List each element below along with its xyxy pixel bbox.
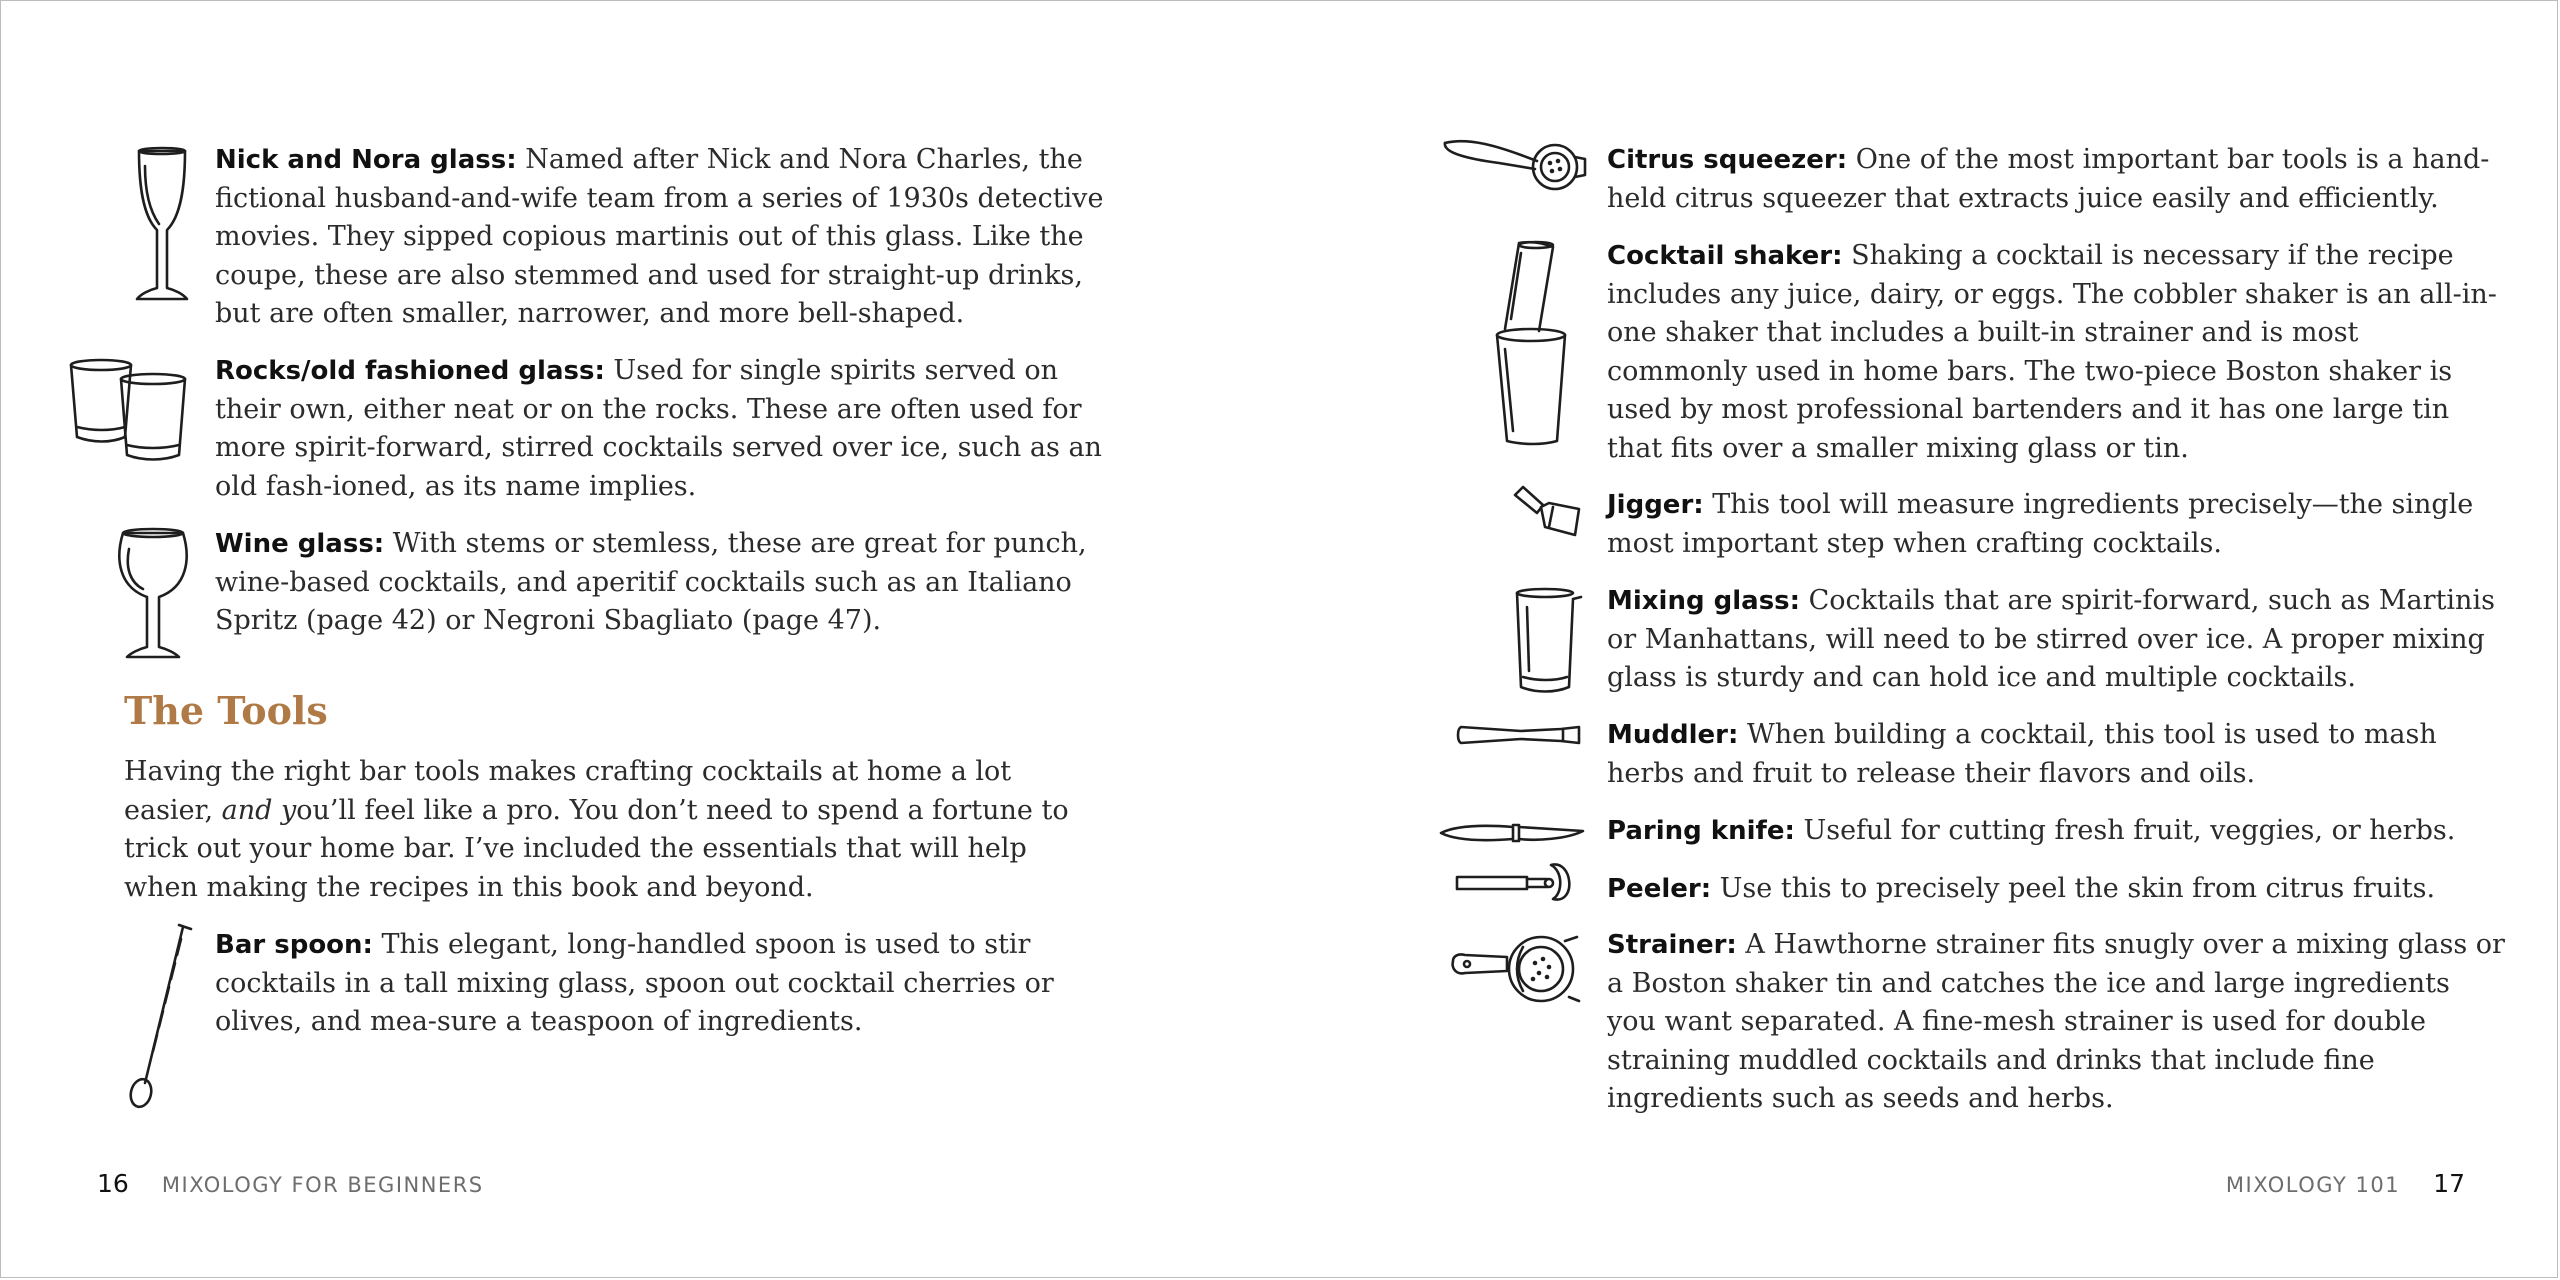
rocks-glass-icon — [67, 357, 195, 465]
left-folio — [97, 1169, 484, 1198]
tool-entry-mixing-glass — [1607, 582, 2507, 698]
strainer-icon — [1447, 931, 1583, 1007]
paring-knife-icon — [1437, 819, 1587, 847]
tool-term: Peeler: — [1607, 874, 1712, 904]
running-title: MIXOLOGY FOR BEGINNERS — [161, 1173, 484, 1197]
mixing-glass-icon — [1511, 587, 1583, 699]
tool-term: Mixing glass: — [1607, 586, 1801, 616]
tool-term: Citrus squeezer: — [1607, 145, 1848, 175]
tool-term: Paring knife: — [1607, 816, 1795, 846]
tool-entry-cocktail-shaker — [1607, 237, 2507, 468]
tool-entry-paring-knife — [1607, 812, 2507, 851]
tool-entry-peeler — [1607, 870, 2507, 909]
tool-entry-bar-spoon — [215, 926, 1095, 1042]
tool-entry-muddler — [1607, 716, 2507, 793]
tools-intro-paragraph — [124, 753, 1099, 907]
tool-term: Jigger: — [1607, 490, 1704, 520]
intro-text-end: ou’ll feel like a pro. You don’t need to spend a fortune to trick out your home bar. I’ve included the essentials that will help when making the recipes in this book and beyond. — [124, 794, 1069, 903]
page-number: 17 — [2433, 1169, 2465, 1198]
right-folio — [2226, 1169, 2465, 1198]
nick-and-nora-glass-icon — [131, 146, 193, 306]
tool-term: Muddler: — [1607, 720, 1739, 750]
tool-term: Strainer: — [1607, 930, 1737, 960]
tool-description: A Hawthorne strainer fits snugly over a mixing glass or a Boston shaker tin and catches the ice and large ingredients you want separated. A fine-mesh strainer is used for double straining muddled cocktails and drinks that include fine ingredients such as seeds and herbs. — [1607, 929, 2505, 1114]
glass-entry-rocks — [215, 352, 1105, 506]
peeler-icon — [1451, 857, 1577, 907]
page-number: 16 — [97, 1169, 129, 1198]
tool-description: This elegant, long-handled spoon is used to stir cocktails in a tall mixing glass, spoon out cocktail cherries or olives, and mea-sure a teaspoon of ingredients. — [215, 929, 1054, 1037]
tool-description: One of the most important bar tools is a hand-held citrus squeezer that extracts juice easily and efficiently. — [1607, 144, 2490, 214]
bar-spoon-icon — [123, 919, 203, 1109]
jigger-icon — [1509, 483, 1585, 539]
wine-glass-icon — [113, 525, 193, 661]
tool-entry-jigger — [1607, 486, 2507, 563]
intro-emphasis: and y — [221, 794, 297, 826]
glass-term: Nick and Nora glass: — [215, 145, 517, 175]
tool-description: Shaking a cocktail is necessary if the recipe includes any juice, dairy, or eggs. The cobbler shaker is an all-in-one shaker that includes a built-in strainer and is most commonly used in home bars. The two-piece Boston shaker is used by most professional bartenders and it has one large tin that fits over a smaller mixing glass or tin. — [1607, 240, 2497, 464]
running-title: MIXOLOGY 101 — [2225, 1173, 2401, 1197]
tool-term: Bar spoon: — [215, 930, 373, 960]
tool-description: Cocktails that are spirit-forward, such as Martinis or Manhattans, will need to be stirred over ice. A proper mixing glass is sturdy and can hold ice and multiple cocktails. — [1607, 585, 2495, 693]
glass-description: Used for single spirits served on their own, either neat or on the rocks. These are often used for more spirit-forward, stirred cocktails served over ice, such as an old fash-ioned, as its name implies. — [215, 355, 1102, 502]
glass-term: Wine glass: — [215, 529, 385, 559]
intro-text: Having the right bar tools makes crafting cocktails at home a lot easier, — [124, 756, 1012, 826]
cocktail-shaker-icon — [1491, 239, 1575, 449]
glass-entry-nick-and-nora — [215, 141, 1105, 334]
tool-term: Cocktail shaker: — [1607, 241, 1843, 271]
tool-description: Useful for cutting fresh fruit, veggies, or herbs. — [1794, 815, 2456, 846]
glass-term: Rocks/old fashioned glass: — [215, 356, 605, 386]
muddler-icon — [1451, 719, 1585, 751]
section-heading: The Tools — [124, 688, 328, 733]
glass-entry-wine — [215, 525, 1105, 641]
citrus-squeezer-icon — [1439, 133, 1589, 195]
tool-description: Use this to precisely peel the skin from citrus fruits. — [1711, 873, 2436, 904]
tool-description: This tool will measure ingredients precisely—the single most important step when crafting cocktails. — [1607, 489, 2474, 559]
tool-entry-citrus-squeezer — [1607, 141, 2507, 218]
glass-description: Named after Nick and Nora Charles, the fictional husband-and-wife team from a series of 1930s detective movies. They sipped copious martinis out of this glass. Like the coupe, these are also stemmed and used for straight-up drinks, but are often smaller, narrower, and more bell-shaped. — [215, 144, 1104, 329]
glass-description: With stems or stemless, these are great for punch, wine-based cocktails, and aperitif cocktails such as an Italiano Spritz (page 42) or Negroni Sbagliato (page 47). — [215, 528, 1087, 636]
tool-entry-strainer — [1607, 926, 2507, 1119]
tool-description: When building a cocktail, this tool is used to mash herbs and fruit to release their flavors and oils. — [1607, 719, 2437, 789]
